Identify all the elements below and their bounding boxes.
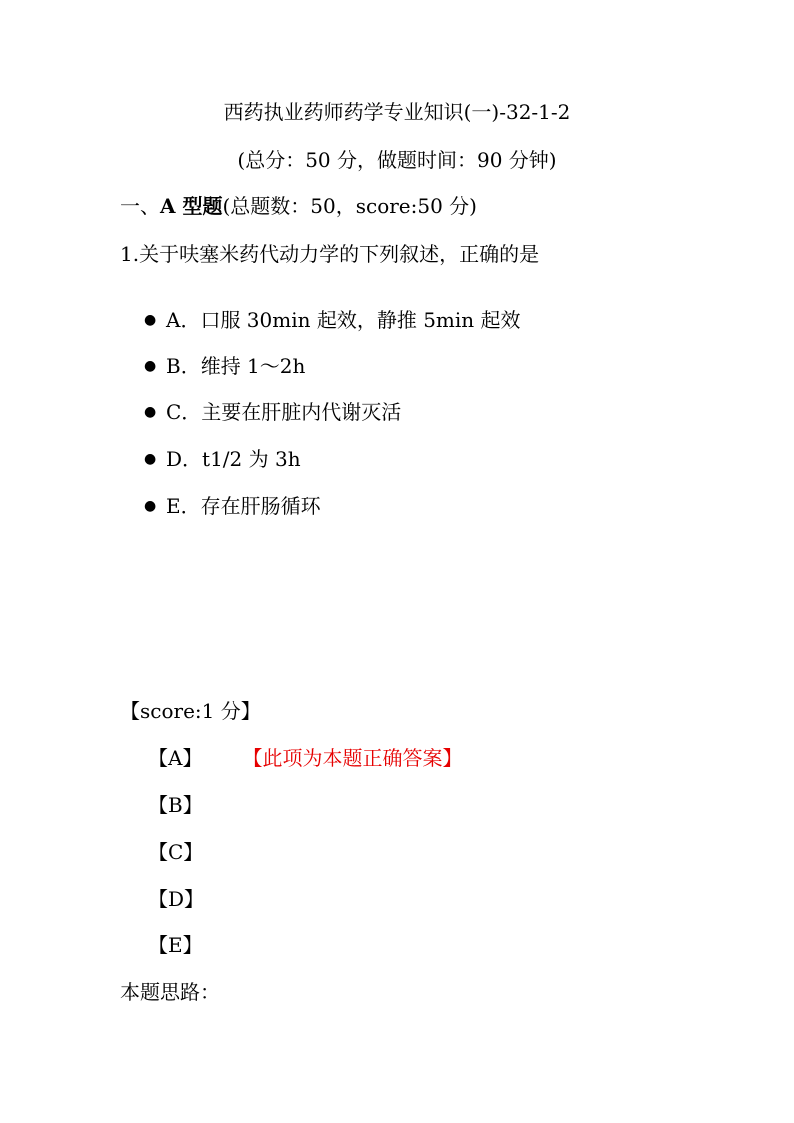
question-stem: 1.关于呋塞米药代动力学的下列叙述，正确的是 [120, 242, 540, 266]
bullet-icon: ● [144, 358, 157, 374]
correct-answer-note: 【此项为本题正确答案】 [242, 746, 463, 770]
bullet-icon: ● [144, 451, 157, 467]
section-heading [120, 192, 477, 220]
answer-label: 【D】 [148, 887, 205, 911]
answer-score: 【score:1 分】 [120, 699, 261, 723]
answer-label: 【B】 [148, 793, 203, 817]
option-text: A．口服 30min 起效，静推 5min 起效 [166, 308, 521, 332]
option-item-e [144, 492, 321, 520]
answer-row-c [148, 838, 203, 866]
answer-label: 【A】 [148, 746, 203, 770]
explanation-label: 本题思路： [120, 980, 220, 1004]
answer-row-a [148, 744, 462, 772]
document-subtitle: (总分：50 分，做题时间：90 分钟) [237, 148, 557, 172]
option-item-d [144, 445, 301, 473]
answer-row-e [148, 931, 203, 959]
answer-label: 【C】 [148, 840, 204, 864]
section-name: A 型题 [160, 194, 223, 218]
answer-row-b [148, 791, 203, 819]
option-item-b [144, 352, 305, 380]
option-text: D．t1/2 为 3h [166, 447, 301, 471]
section-info: (总题数：50，score:50 分) [222, 194, 477, 218]
option-item-a [144, 306, 521, 334]
option-text: B．维持 1～2h [166, 354, 306, 378]
answer-row-d [148, 885, 204, 913]
option-item-c [144, 398, 401, 426]
option-text: E．存在肝肠循环 [166, 494, 321, 518]
document-title: 西药执业药师药学专业知识(一)-32-1-2 [223, 100, 571, 124]
bullet-icon: ● [144, 404, 157, 420]
section-prefix: 一、 [120, 194, 160, 218]
bullet-icon: ● [144, 498, 157, 514]
bullet-icon: ● [144, 312, 157, 328]
option-text: C．主要在肝脏内代谢灭活 [166, 400, 402, 424]
answer-label: 【E】 [148, 933, 203, 957]
